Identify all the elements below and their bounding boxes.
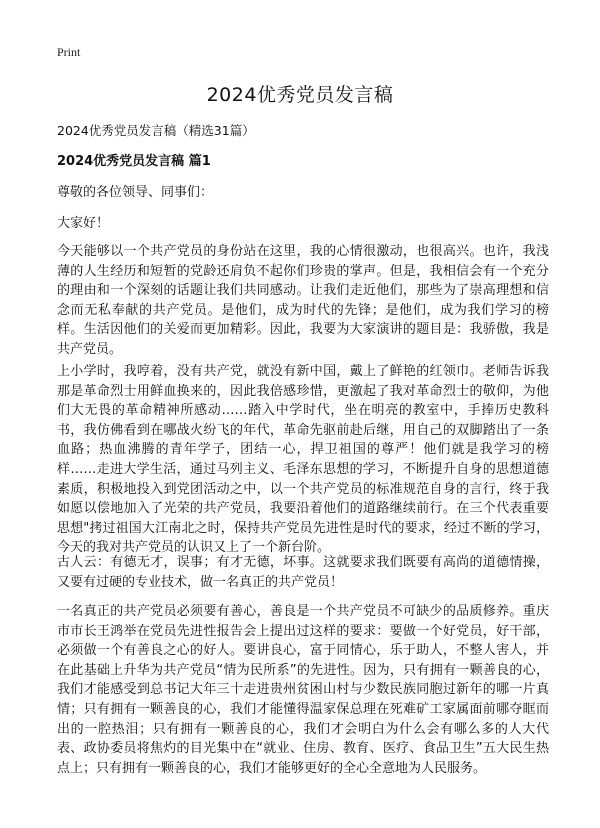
print-link[interactable]: Print <box>57 45 81 59</box>
section-heading: 2024优秀党员发言稿 篇1 <box>57 154 211 169</box>
document-subtitle: 2024优秀党员发言稿（精选31篇） <box>57 123 255 138</box>
paragraph-2: 上小学时，我哼着，没有共产党，就没有新中国，戴上了鲜艳的红领巾。老师告诉我那是革命烈士用鲜血换来的，因此我倍感珍惜，更激起了我对革命烈士的敬仰，为他们大无畏的革命精神所感动……踏入中学时代，坐在明亮的教室中，手捧历史教科书，我仿佛看到在哪战火纷飞的年代，革命先驱前赴后继，用自己的双脚踏出了一条血路；热血沸腾的青年学子，团结一心，捍卫祖国的尊严！他们就是我学习的榜样……走进大学生活，通过马列主义、毛泽东思想的学习，不断提升自身的思想道德素质，积极地投入到党团活动之中，以一个共产党员的标准规范自身的言行，终于我如愿以偿地加入了光荣的共产党员，我要沿着他们的道路继续前行。在三个代表重要思想"拷过祖国大江南北之时，保持共产党员先进性是时代的要求，经过不断的学习，今天的我对共产党员的认识又上了一个新台阶。 <box>57 364 549 556</box>
paragraph-1: 今天能够以一个共产党员的身份站在这里，我的心情很激动，也很高兴。也许，我浅薄的人生经历和短暂的党龄还肩负不起你们珍贵的掌声。但是，我相信会有一个充分的理由和一个深刻的话题让我们共同感动。让我们走近他们，那些为了崇高理想和信念而无私奉献的共产党员。是他们，成为时代的先锋；是他们，成为我们学习的榜样。生活因他们的关爱而更加精彩。因此，我要为大家演讲的题目是：我骄傲，我是共产党员。 <box>57 244 549 357</box>
document-title: 2024优秀党员发言稿 <box>206 84 394 106</box>
salutation: 尊敬的各位领导、同事们： <box>57 185 214 200</box>
paragraph-4: 一名真正的共产党员必须要有善心，善良是一个共产党员不可缺少的品质修养。重庆市市长王鸿举在党员先进性报告会上提出过这样的要求：要做一个好党员，好干部，必须做一个有善良之心的好人。要讲良心，富于同情心，乐于助人，不整人害人，并在此基础上升华为共产党员“情为民所系”的先进性。因为，只有拥有一颗善良的心，我们才能感受到总书记大年三十走进贵州贫困山村与少数民族同胞过新年的哪一片真情；只有拥有一颗善良的心，我们才能懂得温家保总理在死难矿工家属面前哪夺眶而出的一腔热泪；只有拥有一颗善良的心，我们才会明白为什么会有哪么多的人大代表、政协委员将焦灼的目光集中在“就业、住房、教育、医疗、食品卫生”五大民生热点上；只有拥有一颗善良的心，我们才能够更好的全心全意地为人民服务。 <box>57 604 549 776</box>
greeting: 大家好！ <box>57 216 110 231</box>
paragraph-3: 古人云：有德无才，误事；有才无德，坏事。这就要求我们既要有高尚的道德情操，又要有过硬的专业技术，做一名真正的共产党员！ <box>57 555 549 590</box>
